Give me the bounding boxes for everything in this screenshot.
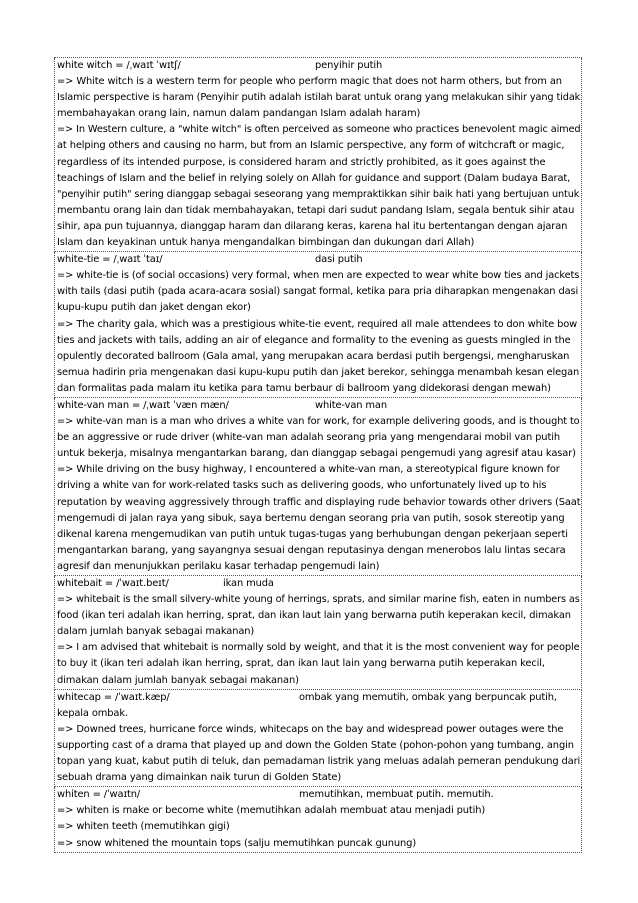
- entry-line: => whiten is make or become white (memutihkan adalah membuat atau menjadi putih): [57, 805, 486, 817]
- entry-line: Islam dan keyakinan untuk hanya mengandalkan bimbingan dan dukungan dari Allah): [57, 237, 475, 249]
- entry-term: white witch = /ˌwaɪt ˈwɪtʃ/: [57, 60, 181, 71]
- entry-line: => white-van man is a man who drives a white van for work, for example delivering goods, and is thought to: [57, 416, 580, 428]
- entry-line: kepala ombak.: [57, 707, 128, 719]
- entry-line: with tails (dasi putih (pada acara-acara sosial) sangat formal, ketika para pria diharapkan mengenakan dasi: [57, 286, 579, 298]
- entry-header: [55, 576, 581, 592]
- entry-line: topan yang kuat, kabut putih di teluk, dan pemadaman listrik yang meluas adalah pemeran pendukung dari: [57, 756, 581, 768]
- entry-line: dalam jumlah banyak sebagai makanan): [57, 626, 255, 638]
- entry-line: dimakan dalam jumlah banyak sebagai makanan): [57, 674, 299, 686]
- entry-line: => White witch is a western term for people who perform magic that does not harm others, but from an: [57, 76, 562, 88]
- entry-line: driving a white van for work-related tasks such as delivering goods, who unfortunately lived up to his: [57, 480, 547, 492]
- entry-line: Islamic perspective is haram (Penyihir putih adalah istilah barat untuk orang yang melakukan sihir yang tidak: [57, 92, 581, 104]
- entry-header: [55, 787, 581, 803]
- entry-header: [55, 398, 581, 414]
- entry-line: dan formalitas pada malam itu ketika para tamu berbaur di ballroom yang didekorasi dengan mewah): [57, 382, 551, 394]
- entry-line: => snow whitened the mountain tops (salju memutihkan puncak gunung): [57, 837, 417, 849]
- entry-term: white-van man = /ˌwaɪt ˈvæn mæn/: [57, 399, 229, 411]
- entry-line: teachings of Islam and the belief in relying solely on Allah for guidance and support (Dalam budaya Barat,: [57, 172, 571, 184]
- entry-translation: white-van man: [315, 399, 387, 411]
- entry-whitecap: [54, 690, 582, 788]
- entry-line: => Downed trees, hurricane force winds, whitecaps on the bay and widespread power outages were the: [57, 723, 564, 735]
- entry-line: supporting cast of a drama that played up and down the Golden State (pohon-pohon yang tumbang, angin: [57, 739, 574, 751]
- entry-line: sihir, apa pun tujuannya, dianggap haram dan dilarang keras, karena hal itu bertentangan dengan ajaran: [57, 220, 568, 232]
- entry-term: whitecap = /ˈwaɪt.kæp/: [57, 691, 170, 703]
- entry-line: be an aggressive or rude driver (white-van man adalah seorang pria yang mengendarai mobil van putih: [57, 432, 560, 444]
- entry-line: reputation by weaving aggressively through traffic and displaying rude behavior towards other drivers (Saat: [57, 496, 581, 508]
- entry-header: [55, 690, 581, 706]
- entry-line: => whitebait is the small silvery-white young of herrings, sprats, and similar marine fish, eaten in numbers as: [57, 594, 580, 606]
- entry-line: agresif dan menunjukkan perilaku kasar terhadap pengemudi lain): [57, 560, 380, 572]
- entry-translation: penyihir putih: [315, 60, 383, 71]
- entry-header: [55, 252, 581, 268]
- entry-line: => I am advised that whitebait is normally sold by weight, and that it is the most convenient way for people: [57, 642, 580, 654]
- entry-line: regardless of its intended purpose, is considered haram and strictly prohibited, as it goes against the: [57, 156, 546, 168]
- entry-line: untuk bekerja, misalnya mengantarkan barang, dan dianggap sebagai pengemudi yang agresif atau kasar): [57, 448, 576, 460]
- entry-line: opulently decorated ballroom (Gala amal, yang merupakan acara berdasi putih bergengsi, mengharuskan: [57, 350, 570, 362]
- entry-line: to buy it (ikan teri adalah ikan herring, sprat, dan ikan laut lain yang berwarna putih keperakan kecil,: [57, 658, 545, 670]
- entry-line: at helping others and causing no harm, but from an Islamic perspective, any form of witchcraft or magic,: [57, 140, 565, 152]
- entry-line: sebuah drama yang dimainkan naik turun di Golden State): [57, 772, 342, 784]
- entry-translation: memutihkan, membuat putih. memutih.: [299, 789, 494, 801]
- entry-line: => whiten teeth (memutihkan gigi): [57, 821, 230, 833]
- entry-line: => In Western culture, a "white witch" is often perceived as someone who practices benevolent magic aimed: [57, 124, 581, 136]
- entry-line: "penyihir putih" sering dianggap sebagai seseorang yang mempraktikkan sihir baik hati yang bertujuan untuk: [57, 188, 580, 200]
- entry-line: semua hadirin pria mengenakan dasi kupu-kupu putih dan jaket berekor, sehingga menambah kesan elegan: [57, 366, 580, 378]
- entry-translation: ikan muda: [223, 578, 274, 589]
- entry-line: membahayakan orang lain, namun dalam pandangan Islam adalah haram): [57, 108, 421, 120]
- entry-line: => While driving on the busy highway, I encountered a white-van man, a stereotypical figure known for: [57, 464, 560, 476]
- entry-term: white-tie = /ˌwaɪt ˈtaɪ/: [57, 254, 163, 266]
- entry-line: ties and jackets with tails, adding an air of elegance and formality to the evening as guests mingled in the: [57, 334, 571, 346]
- entry-line: membantu orang lain dan tidak membahayakan, tetapi dari sudut pandang Islam, segala bentuk sihir atau: [57, 204, 575, 216]
- entry-term: whiten = /ˈwaɪtn/: [57, 789, 141, 801]
- entry-line: mengemudi di jalan raya yang sibuk, saya bertemu dengan seorang pria van putih, sosok stereotip yang: [57, 512, 565, 524]
- entry-translation: dasi putih: [315, 254, 363, 266]
- entry-line: => The charity gala, which was a prestigious white-tie event, required all male attendees to don white bow: [57, 318, 578, 330]
- entry-line: kupu-kupu putih dan jaket dengan ekor): [57, 302, 251, 314]
- entry-line: dikenal karena mengemudikan van putih untuk tugas-tugas yang berhubungan dengan pekerjaan seperti: [57, 528, 568, 540]
- entry-white-witch: [54, 58, 582, 252]
- entry-whiten: [54, 787, 582, 852]
- entry-translation: ombak yang memutih, ombak yang berpuncak putih,: [299, 691, 557, 703]
- entry-line: mengantarkan barang, yang sayangnya sesuai dengan reputasinya dengan menerobos lalu lintas secara: [57, 544, 566, 556]
- entry-white-tie: [54, 252, 582, 398]
- entry-header: [55, 58, 581, 74]
- entry-whitebait: [54, 576, 582, 690]
- dictionary-document: [54, 57, 582, 853]
- entry-line: food (ikan teri adalah ikan herring, sprat, dan ikan laut lain yang berwarna putih keperakan kecil, dimakan: [57, 610, 571, 622]
- entry-white-van-man: [54, 398, 582, 576]
- entry-term: whitebait = /ˈwaɪt.beɪt/: [57, 578, 169, 589]
- entry-line: => white-tie is (of social occasions) very formal, when men are expected to wear white bow ties and jackets: [57, 270, 580, 282]
